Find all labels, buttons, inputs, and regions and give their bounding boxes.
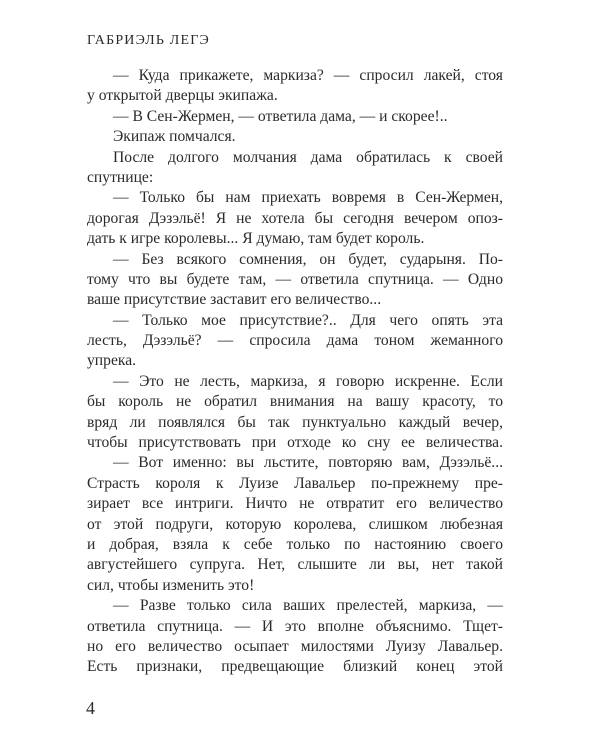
text-line: у открытой дверцы экипажа. xyxy=(87,87,278,105)
text-line: После долгого молчания дама обратилась к своей xyxy=(113,148,503,166)
text-line: тому что вы будете там, — ответила спутница. — Одно xyxy=(87,270,503,288)
text-line: — Разве только сила ваших прелестей, маркиза, — xyxy=(113,597,503,615)
page-number: 4 xyxy=(86,698,95,718)
text-line: и добрая, взяла к себе только по настоянию своего xyxy=(87,535,503,553)
text-line: вряд ли появлялся бы так пунктуально каждый вечер, xyxy=(87,413,503,431)
text-line: дать к игре королевы... Я думаю, там будет король. xyxy=(87,230,425,248)
text-line: упрека. xyxy=(87,352,137,370)
text-line: Есть признаки, предвещающие близкий конец этой xyxy=(87,658,503,676)
text-line: дорогая Дэзэльё! Я не хотела бы сегодня вечером опоз- xyxy=(87,209,503,227)
text-line: — Только бы нам приехать вовремя в Сен-Жермен, xyxy=(113,189,503,207)
text-line: спутнице: xyxy=(87,168,154,186)
running-header: ГАБРИЭЛЬ ЛЕГЭ xyxy=(87,33,210,48)
text-line: — В Сен-Жермен, — ответила дама, — и скорее!.. xyxy=(113,107,448,125)
text-line: Экипаж помчался. xyxy=(113,128,236,146)
text-line: ответила спутница. — И это вполне объяснимо. Тщет- xyxy=(87,617,503,635)
text-line: — Без всякого сомнения, он будет, сударыня. По- xyxy=(113,250,503,268)
text-line: от этой подруги, которую королева, слишком любезная xyxy=(87,515,503,533)
text-line: лесть, Дэзэльё? — спросила дама тоном жеманного xyxy=(87,332,503,350)
text-line: ваше присутствие заставит его величество... xyxy=(87,291,382,309)
text-line: бы король не обратил внимания на вашу красоту, то xyxy=(87,393,503,411)
text-line: но его величество осыпает милостями Луизу Лавальер. xyxy=(87,637,503,655)
body-text xyxy=(87,66,503,678)
text-line: — Вот именно: вы льстите, повторяю вам, Дэзэльё... xyxy=(113,454,503,472)
text-line: зирает все интриги. Ничто не отвратит его величество xyxy=(87,495,503,513)
text-line: — Только мое присутствие?.. Для чего опять эта xyxy=(113,311,503,329)
text-line: — Это не лесть, маркиза, я говорю искренне. Если xyxy=(113,372,503,390)
text-line: сил, чтобы изменить это! xyxy=(87,576,255,594)
text-line: чтобы присутствовать при отходе ко сну ее величества. xyxy=(87,434,503,452)
text-line: августейшего супруга. Нет, слышите ли вы, нет такой xyxy=(87,556,503,574)
text-line: Страсть короля к Луизе Лавальер по-прежнему пре- xyxy=(87,474,503,492)
text-line: — Куда прикажете, маркиза? — спросил лакей, стоя xyxy=(113,67,503,84)
